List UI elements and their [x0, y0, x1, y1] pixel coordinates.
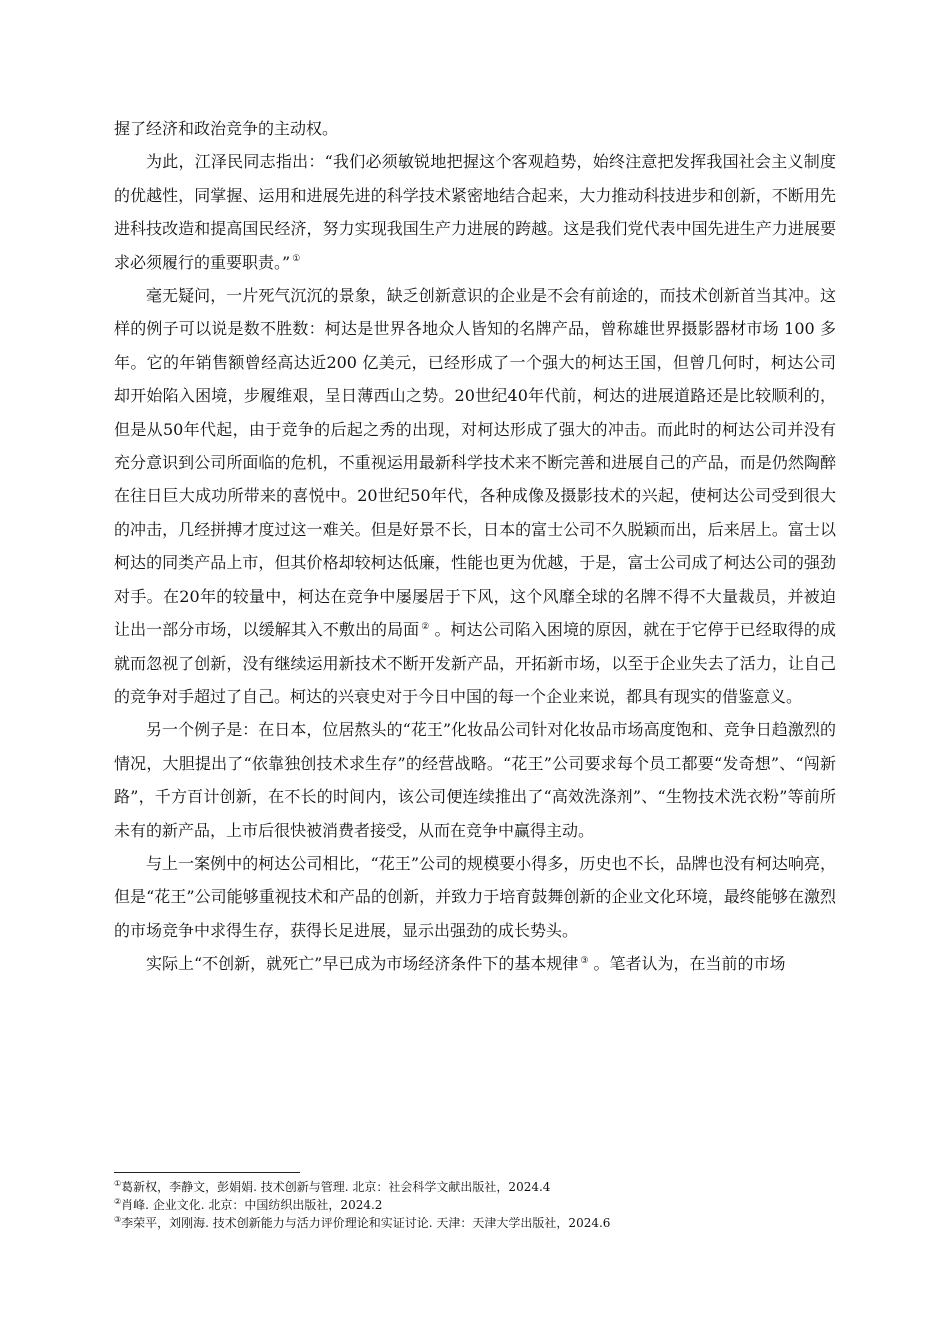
footnote-item [114, 1178, 874, 1196]
paragraph-text: 。柯达公司陷入困境的原因，就在于它停于已经取得的成就而忽视了创新，没有继续运用新技术不断开发新产品，开拓新市场，以至于企业失去了活力，让自己的竞争对手超过了自己。柯达的兴衰史对于今日中国的每一个企业来说，都具有现实的借鉴意义。 [114, 620, 836, 706]
paragraph [114, 947, 836, 980]
paragraph-text: 。笔者认为，在当前的市场 [588, 954, 786, 974]
paragraph [114, 847, 836, 947]
footnote-text: 葛新权，李静文，彭娟娟. 技术创新与管理. 北京：社会科学文献出版社，2024.4 [121, 1180, 551, 1194]
paragraph [114, 279, 836, 713]
footnotes [114, 1178, 874, 1232]
paragraph-text: 握了经济和政治竞争的主动权。 [114, 119, 339, 138]
footnote-item [114, 1196, 874, 1214]
paragraph [114, 713, 836, 847]
footnote-ref-1[interactable]: ① [292, 254, 301, 265]
footnote-separator [114, 1172, 300, 1173]
footnote-ref-3[interactable]: ③ [580, 955, 589, 966]
body-text [114, 112, 836, 981]
paragraph-text: 实际上“不创新，就死亡”早已成为市场经济条件下的基本规律 [146, 954, 579, 974]
footnote-mark: ① [114, 1179, 122, 1188]
paragraph-text: 为此，江泽民同志指出：“我们必须敏锐地把握这个客观趋势，始终注意把发挥我国社会主义制度的优越性，同掌握、运用和进展先进的科学技术紧密地结合起来，大力推动科技进步和创新，不断用先进科技改造和提高国民经济，努力实现我国生产力进展的跨越。这是我们党代表中国先进生产力进展要求必须履行的重要职责。” [114, 152, 836, 272]
paragraph-text: 与上一案例中的柯达公司相比，“花王”公司的规模要小得多，历史也不长，品牌也没有柯达响亮，但是“花王”公司能够重视技术和产品的创新，并致力于培育鼓舞创新的企业文化环境，最终能够在激烈的市场竞争中求得生存，获得长足进展，显示出强劲的成长势头。 [114, 853, 836, 940]
footnote-mark: ② [114, 1197, 122, 1206]
footnote-text: 李荣平，刘刚海. 技术创新能力与活力评价理论和实证讨论. 天津：天津大学出版社，2024.6 [121, 1216, 611, 1230]
footnote-mark: ③ [114, 1215, 122, 1224]
paragraph [114, 145, 836, 279]
paragraph-text: 另一个例子是：在日本，位居熬头的“花王”化妆品公司针对化妆品市场高度饱和、竞争日趋激烈的情况，大胆提出了“依靠独创技术求生存”的经营战略。“花王”公司要求每个员工都要“发奇想”、“闯新路”，千方百计创新，在不长的时间内，该公司便连续推出了“高效洗涤剂”、“生物技术洗衣粉”等前所未有的新产品，上市后很快被消费者接受，从而在竞争中赢得主动。 [114, 720, 836, 840]
footnote-text: 肖峰. 企业文化. 北京：中国纺织出版社，2024.2 [121, 1198, 383, 1212]
paragraph [114, 112, 836, 145]
footnote-item [114, 1214, 874, 1232]
footnote-ref-2[interactable]: ② [421, 621, 430, 632]
paragraph-text: 毫无疑问，一片死气沉沉的景象，缺乏创新意识的企业是不会有前途的，而技术创新首当其冲。这样的例子可以说是数不胜数：柯达是世界各地众人皆知的名牌产品，曾称雄世界摄影器材市场 100 多年。它的年销售额曾经高达近200 亿美元，已经形成了一个强大的柯达王国，但曾几何时，柯达公司却开始陷入困境，步履维艰，呈日薄西山之势。20世纪40年代前，柯达的进展道路还是比较顺利的，但是从50年代起，由于竞争的后起之秀的出现，对柯达形成了强大的冲击。而此时的柯达公司并没有充分意识到公司所面临的危机，不重视运用最新科学技术来不断完善和进展自己的产品，而是仍然陶醉在往日巨大成功所带来的喜悦中。20世纪50年代，各种成像及摄影技术的兴起，使柯达公司受到很大的冲击，几经拼搏才度过这一难关。但是好景不长，日本的富士公司不久脱颖而出，后来居上。富士以柯达的同类产品上市，但其价格却较柯达低廉，性能也更为优越，于是，富士公司成了柯达公司的强劲对手。在20年的较量中，柯达在竞争中屡屡居于下风，这个风靡全球的名牌不得不大量裁员，并被迫让出一部分市场，以缓解其入不敷出的局面 [114, 286, 836, 640]
